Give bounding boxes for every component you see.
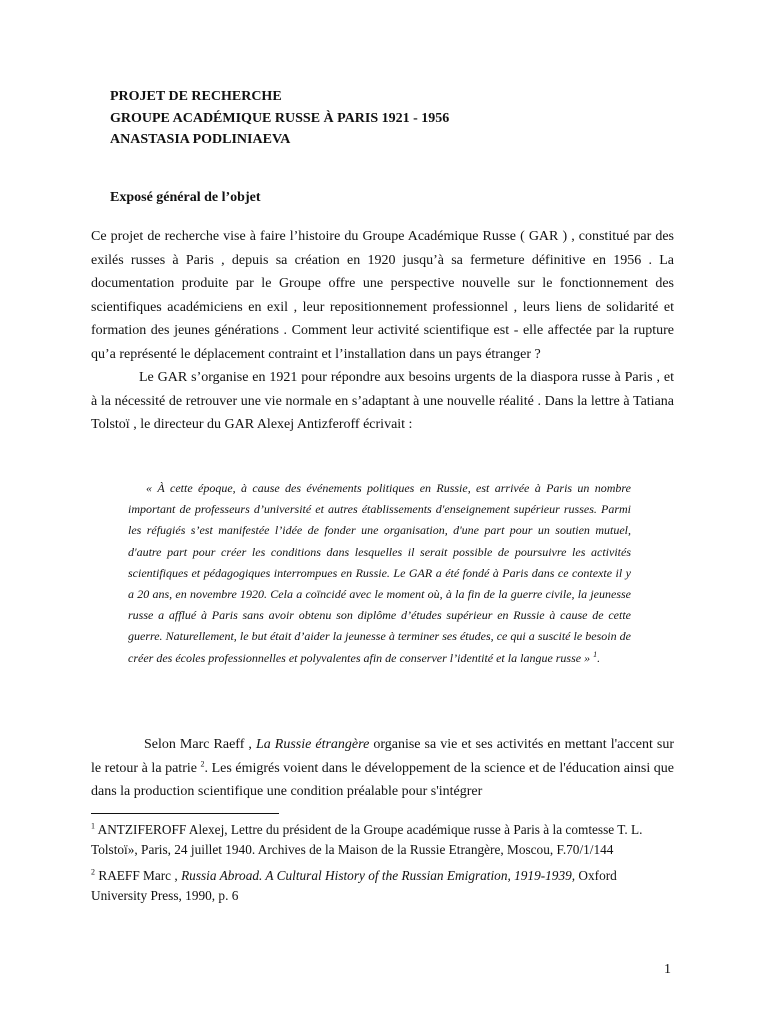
header-title: GROUPE ACADÉMIQUE RUSSE À PARIS 1921 - 1956 <box>110 110 450 126</box>
paragraph-raeff-after: . Les émigrés voient dans le développement de la science et de l'éducation ainsi que dans la production scientifique une condition préalable pour s'intégrer <box>91 760 675 799</box>
paragraph-intro: Ce projet de recherche vise à faire l’histoire du Groupe Académique Russe ( GAR ) , constitué par des exilés russes à Paris , depuis sa création en 1920 jusqu’à sa fermeture définitive en 1956 . La documentation produite par le Groupe offre une perspective nouvelle sur le fonctionnement des scientifiques académiciens en exil , leur repositionnement professionnel , leurs liens de solidarité et formation des jeunes générations . Comment leur activité scientifique est - elle affectée par la rupture qu’a représenté le déplacement contraint et l’installation dans un pays étranger ? <box>91 229 674 362</box>
footnote-separator <box>91 813 279 814</box>
header-project-label: PROJET DE RECHERCHE <box>110 89 282 104</box>
footnote-2-number: 2 <box>91 867 95 877</box>
paragraph-raeff <box>91 733 674 804</box>
footnote-1-number: 1 <box>91 821 95 831</box>
footnote-2-rest: Oxford University Press, 1990, p. 6 <box>91 868 617 903</box>
page-number: 1 <box>664 962 671 977</box>
paragraph-gar-organisation: Le GAR s’organise en 1921 pour répondre aux besoins urgents de la diaspora russe à Paris , et à la nécessité de retrouver une vie normale en s’adaptant à une nouvelle réalité . Dans la lettre à Tatiana Tolstoï , le directeur du GAR Alexej Antizferoff écrivait : <box>91 370 674 432</box>
paragraph-raeff-footnote-ref[interactable]: 2 <box>200 758 205 768</box>
quote-end: . <box>597 650 601 665</box>
footnote-2-author: RAEFF Marc , <box>95 868 182 883</box>
paragraph-raeff-book-title: La Russie étrangère <box>255 737 370 752</box>
block-quote <box>128 478 631 669</box>
footnote-2-title: Russia Abroad. A Cultural History of the Russian Emigration, 1919-1939, <box>181 868 576 883</box>
footnote-1 <box>91 820 674 860</box>
paragraph-raeff-middle: organise sa vie et ses activités en mettant l'accent sur le retour à la patrie <box>91 737 675 776</box>
section-title: Exposé général de l’objet <box>110 190 261 205</box>
header-author: ANASTASIA PODLINIAEVA <box>110 132 291 147</box>
footnote-1-text: ANTZIFEROFF Alexej, Lettre du président de la Groupe académique russe à Paris à la comtesse T. L. Tolstoï», Paris, 24 juillet 1940. Archives de la Maison de la Russie Etrangère, Moscou, F.70/1/144 <box>91 822 643 857</box>
footnote-2 <box>91 866 674 906</box>
paragraph-raeff-before-title: Selon Marc Raeff , <box>144 737 256 752</box>
quote-text: « À cette époque, à cause des événements politiques en Russie, est arrivée à Paris un nombre important de professeurs d’université et autres établissements d'enseignement supérieur russes. Parmi les réfugiés s’est manifestée l’idée de fonder une organisation, d'une part pour un soutien mutuel, d'autre part pour créer les conditions dans lesquelles il serait possible de poursuivre les activités scientifiques et pédagogiques interrompues en Russie. Le GAR a été fondé à Paris dans ce contexte il y a 20 ans, en novembre 1920. Cela a coïncidé avec le moment où, à la fin de la guerre civile, la jeunesse russe a afflué à Paris sans avoir obtenu son diplôme d’études supérieur en Russie à cause de cette guerre. Naturellement, le but était d’aider la jeunesse à terminer ses études, ce qui a suscité le besoin de créer des écoles professionnelles et polyvalentes afin de conserver l’identité et la langue russe » <box>128 481 631 665</box>
document-header <box>110 86 449 151</box>
quote-footnote-ref[interactable]: 1 <box>593 649 598 659</box>
